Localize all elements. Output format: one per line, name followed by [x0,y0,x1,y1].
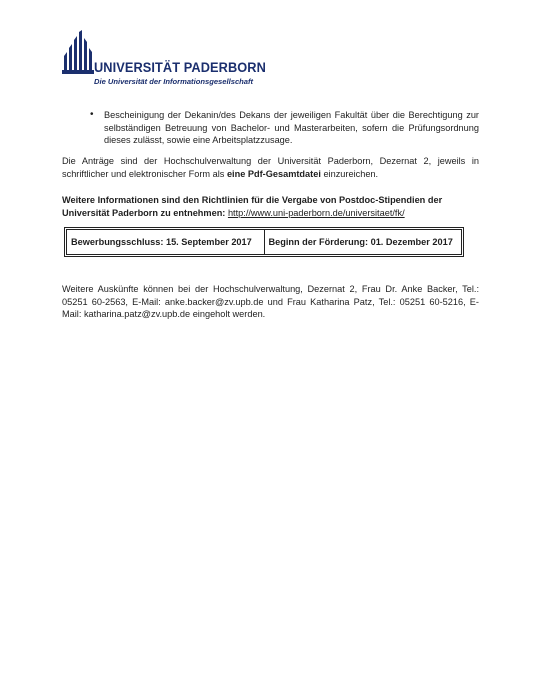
university-logo [62,30,266,86]
bullet-marker: • [90,109,94,120]
funding-start: Beginn der Förderung: 01. Dezember 2017 [264,230,462,254]
bullet-item-certificate: Bescheinigung der Dekanin/des Dekans der jeweiligen Fakultät über die Berechtigung zur selbständigen Betreuung von Bachelor- und Masterarbeiten, sofern die Prüfungsordnung dieses zulässt, sowie eine Arbeitsplatzzusage. [104,110,479,145]
submission-text-before: Die Anträge sind der Hochschulverwaltung der Universität Paderborn, Dezernat 2, jeweils in schriftlicher und elektronischer Form als [62,156,479,179]
university-name: UNIVERSITÄT PADERBORN [94,60,266,76]
submission-text-after: einzureichen. [320,168,379,179]
guidelines-link[interactable]: http://www.uni-paderborn.de/universitaet/fk/ [227,207,405,218]
university-tagline: Die Universität der Informationsgesellschaft [94,77,254,86]
submission-paragraph [62,155,479,180]
guidelines-paragraph [62,194,479,219]
university-emblem-icon [62,30,94,74]
submission-bold-format: eine Pdf-Gesamtdatei [226,168,321,179]
guidelines-bold-text: Weitere Informationen sind den Richtlinien für die Vergabe von Postdoc-Stipendien der Universität Paderborn zu entnehmen: [62,195,443,218]
dates-box [66,229,462,255]
application-deadline: Bewerbungsschluss: 15. September 2017 [71,237,252,247]
contact-paragraph: Weitere Auskünfte können bei der Hochschulverwaltung, Dezernat 2, Frau Dr. Anke Backer, Tel.: 05251 60-2563, E-Mail: anke.backer@zv.upb.de und Frau Katharina Patz, Tel.: 05251 60-5216, E-Mail: katharina.patz@zv.upb.de eingeholt werden. [62,284,479,319]
